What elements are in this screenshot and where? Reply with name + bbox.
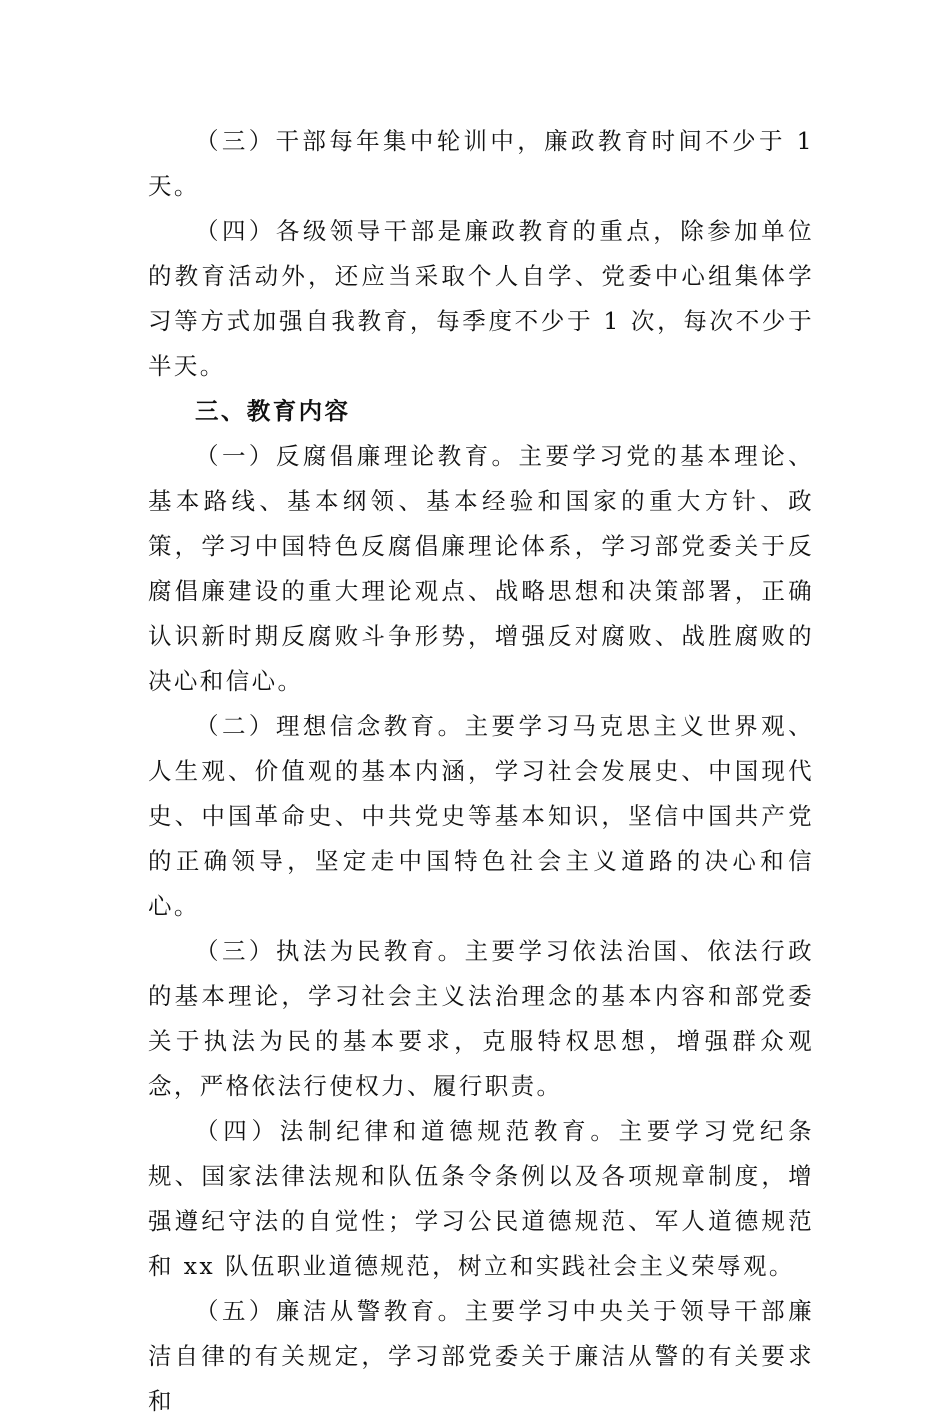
paragraph-clean-policing: （五）廉洁从警教育。主要学习中央关于领导干部廉洁自律的有关规定，学习部党委关于廉洁从警的有关要求和 xyxy=(148,1297,814,1415)
paragraph-leader-education: （四）各级领导干部是廉政教育的重点，除参加单位的教育活动外，还应当采取个人自学、党委中心组集体学习等方式加强自我教育，每季度不少于 1 次，每次不少于半天。 xyxy=(148,217,814,380)
paragraph-law-enforcement-for-people: （三）执法为民教育。主要学习依法治国、依法行政的基本理论，学习社会主义法治理念的基本内容和部党委关于执法为民的基本要求，克服特权思想，增强群众观念，严格依法行使权力、履行职责。 xyxy=(148,937,814,1100)
document-page xyxy=(148,119,814,1424)
paragraph-discipline-ethics: （四）法制纪律和道德规范教育。主要学习党纪条规、国家法律法规和队伍条令条例以及各项规章制度，增强遵纪守法的自觉性；学习公民道德规范、军人道德规范和 xx 队伍职业道德规范，树立和实践社会主义荣辱观。 xyxy=(148,1117,814,1280)
paragraph-training-time: （三）干部每年集中轮训中，廉政教育时间不少于 1 天。 xyxy=(148,127,814,200)
paragraph-ideals-beliefs: （二）理想信念教育。主要学习马克思主义世界观、人生观、价值观的基本内涵，学习社会发展史、中国现代史、中国革命史、中共党史等基本知识，坚信中国共产党的正确领导，坚定走中国特色社会主义道路的决心和信心。 xyxy=(148,712,814,920)
section-heading-education-content: 三、教育内容 xyxy=(195,397,351,425)
paragraph-anti-corruption-theory: （一）反腐倡廉理论教育。主要学习党的基本理论、基本路线、基本纲领、基本经验和国家的重大方针、政策，学习中国特色反腐倡廉理论体系，学习部党委关于反腐倡廉建设的重大理论观点、战略思想和决策部署，正确认识新时期反腐败斗争形势，增强反对腐败、战胜腐败的决心和信心。 xyxy=(148,442,814,695)
